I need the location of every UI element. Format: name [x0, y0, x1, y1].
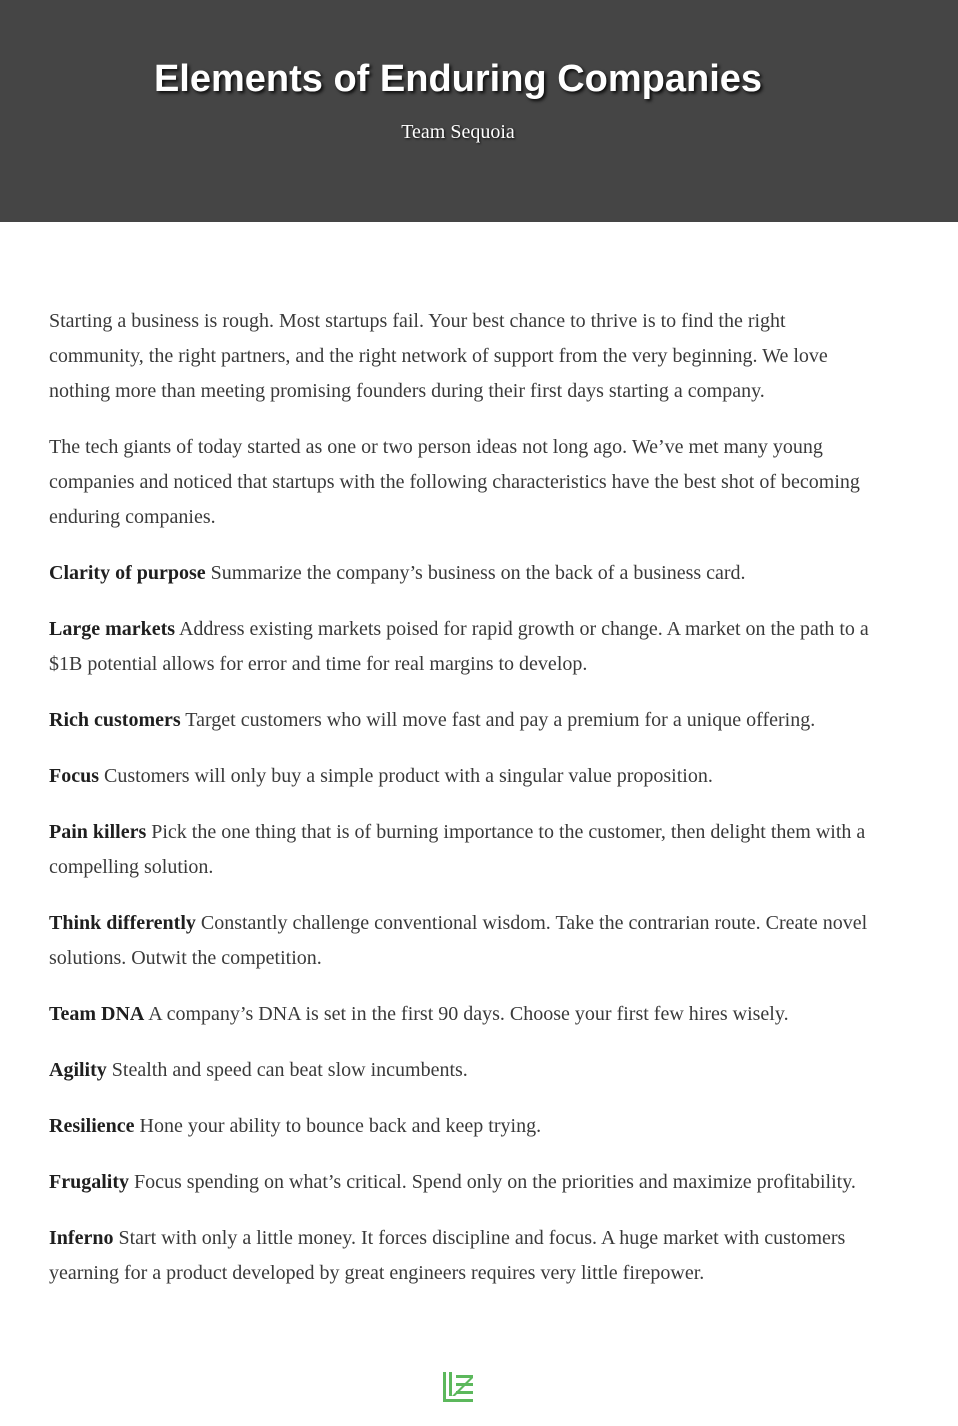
header-banner [0, 0, 958, 222]
element-text: Pick the one thing that is of burning importance to the customer, then delight them with a compelling solution. [49, 821, 866, 878]
page-title: Elements of Enduring Companies [153, 58, 763, 100]
element-clarity-of-purpose [49, 556, 879, 591]
element-term: Agility [49, 1059, 107, 1081]
element-think-differently [49, 906, 879, 976]
logo-bar [456, 1375, 473, 1378]
element-frugality [49, 1165, 879, 1200]
element-term: Inferno [49, 1227, 114, 1249]
logo-bar [449, 1372, 452, 1396]
element-term: Team DNA [49, 1003, 145, 1025]
element-text: Customers will only buy a simple product with a singular value proposition. [99, 765, 713, 787]
sequoia-logo-icon [442, 1371, 474, 1403]
intro-paragraph: Starting a business is rough. Most startups fail. Your best chance to thrive is to find the right community, the right partners, and the right network of support from the very beginning. We love nothing more than meeting promising founders during their first days starting a company. [49, 310, 828, 402]
element-term: Resilience [49, 1115, 135, 1137]
element-text: Hone your ability to bounce back and keep trying. [134, 1115, 542, 1137]
element-text: A company’s DNA is set in the first 90 days. Choose your first few hires wisely. [144, 1003, 789, 1025]
element-focus [49, 759, 879, 794]
element-agility [49, 1053, 879, 1088]
element-text: Stealth and speed can beat slow incumbents. [106, 1059, 468, 1081]
element-resilience [49, 1109, 879, 1144]
element-pain-killers [49, 815, 879, 885]
element-text: Constantly challenge conventional wisdom. Take the contrarian route. Create novel solutions. Outwit the competition. [49, 912, 868, 969]
element-text: Start with only a little money. It forces discipline and focus. A huge market with customers yearning for a product developed by great engineers requires very little firepower. [49, 1227, 846, 1284]
element-term: Think differently [49, 912, 196, 934]
element-term: Pain killers [49, 821, 147, 843]
element-term: Rich customers [49, 709, 181, 731]
element-term: Clarity of purpose [49, 562, 206, 584]
element-text: Address existing markets poised for rapid growth or change. A market on the path to a $1B potential allows for error and time for real margins to develop. [49, 618, 869, 675]
element-text: Focus spending on what’s critical. Spend only on the priorities and maximize profitability. [129, 1171, 856, 1193]
element-term: Large markets [49, 618, 176, 640]
element-term: Focus [49, 765, 99, 787]
intro-paragraph: The tech giants of today started as one or two person ideas not long ago. We’ve met many young companies and noticed that startups with the following characteristics have the best shot of becoming enduring companies. [49, 436, 860, 528]
page-subtitle: Team Sequoia [401, 121, 515, 143]
article-body [49, 304, 879, 1312]
element-large-markets [49, 612, 879, 682]
element-team-dna [49, 997, 879, 1032]
logo-bar [443, 1372, 446, 1402]
element-term: Frugality [49, 1171, 129, 1193]
element-inferno [49, 1221, 879, 1291]
element-text: Summarize the company’s business on the back of a business card. [205, 562, 746, 584]
element-rich-customers [49, 703, 879, 738]
logo-bar [443, 1399, 473, 1402]
element-text: Target customers who will move fast and pay a premium for a unique offering. [180, 709, 816, 731]
